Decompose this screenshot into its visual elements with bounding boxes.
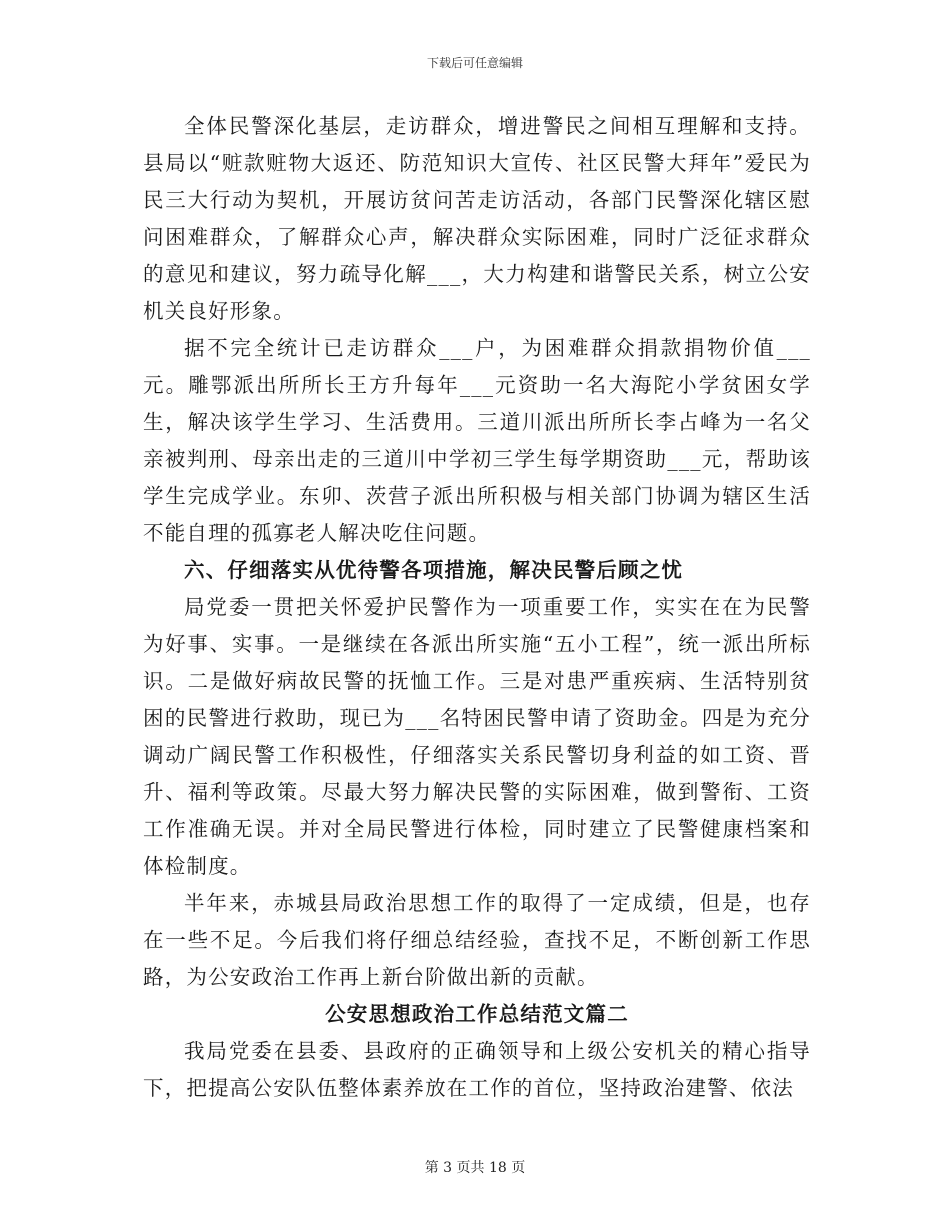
paragraph-care-for-police: 局党委一贯把关怀爱护民警作为一项重要工作，实实在在为民警为好事、实事。一是继续在各派出所实施“五小工程”，统一派出所标识。二是做好病故民警的抚恤工作。三是对患严重疾病、生活特别贫困的民警进行救助，现已为___名特困民警申请了资助金。四是为充分调动广阔民警工作积极性，仔细落实关系民警切身利益的如工资、晋升、福利等政策。尽最大努力解决民警的实际困难，做到警衔、工资工作准确无误。并对全局民警进行体检，同时建立了民警健康档案和体检制度。: [143, 595, 811, 878]
page-number-footer: 第 3 页共 18 页: [424, 1160, 526, 1176]
document-body: [143, 108, 811, 1107]
paragraph-statistics: 据不完全统计已走访群众___户，为困难群众捐款捐物价值___元。雕鄂派出所所长王方升每年___元资助一名大海陀小学贫困女学生，解决该学生学习、生活费用。三道川派出所所长李占峰为一名父亲被判刑、母亲出走的三道川中学初三学生每学期资助___元，帮助该学生完成学业。东卯、茨营子派出所积极与相关部门协调为辖区生活不能自理的孤寡老人解决吃住问题。: [143, 336, 811, 545]
paragraph-visit-masses: 全体民警深化基层，走访群众，增进警民之间相互理解和支持。县局以“赃款赃物大返还、防范知识大宣传、社区民警大拜年”爱民为民三大行动为契机，开展访贫问苦走访活动，各部门民警深化辖区慰问困难群众，了解群众心声，解决群众实际困难，同时广泛征求群众的意见和建议，努力疏导化解___，大力构建和谐警民关系，树立公安机关良好形象。: [143, 114, 811, 323]
paragraph-half-year-summary: 半年来，赤城县局政治思想工作的取得了一定成绩，但是，也存在一些不足。今后我们将仔细总结经验，查找不足，不断创新工作思路，为公安政治工作再上新台阶做出新的贡献。: [143, 891, 811, 989]
section-heading-six: 六、仔细落实从优待警各项措施，解决民警后顾之忧: [184, 558, 684, 582]
paragraph-part-two-intro: 我局党委在县委、县政府的正确领导和上级公安机关的精心指导下，把提高公安队伍整体素养放在工作的首位，坚持政治建警、依法: [143, 1039, 811, 1100]
article-title-part-two: 公安思想政治工作总结范文篇二: [325, 1002, 629, 1026]
page-header-note: 下载后可任意编辑: [426, 56, 523, 70]
